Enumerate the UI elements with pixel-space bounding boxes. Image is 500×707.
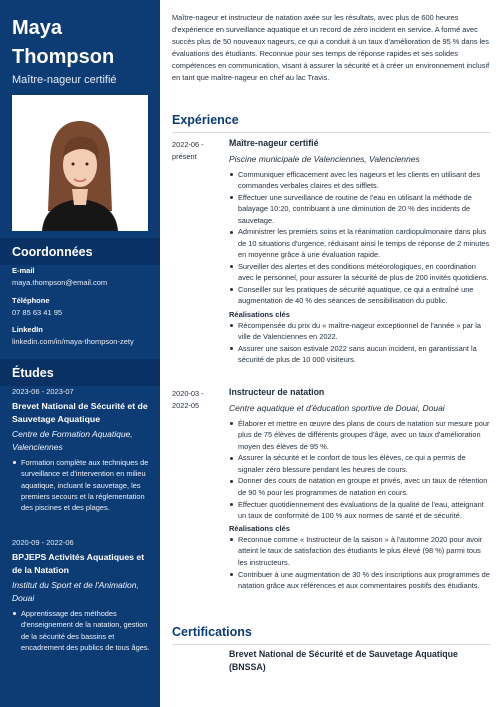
list-item: Surveiller des alertes et des conditions météorologiques, en coordination avec le personnel, pour assurer la sécurité de plus de 200 invités quotidiens. — [229, 261, 490, 284]
list-item: Apprentissage des méthodes d'enseignement de la natation, gestion de la sécurité des bassins et encadrement des publics de tous âges. — [12, 608, 152, 653]
experience-dates: 2022-06 - présent — [172, 140, 204, 161]
experience-dates: 2020-03 - 2022-05 — [172, 389, 204, 410]
list-item: Communiquer efficacement avec les nageurs et les clients en utilisant des commandes verbales claires et des sifflets. — [229, 169, 490, 192]
education-degree: Brevet National de Sécurité et de Sauvetage Aquatique — [12, 401, 148, 424]
list-item: Reconnue comme « Instructeur de la saison » à l'automne 2020 pour avoir atteint le taux de satisfaction des étudiants le plus élevé (98 %) parmi tous les instructeurs. — [229, 534, 490, 568]
first-name: Maya — [12, 17, 63, 39]
list-item: Effectuer quotidiennement des évaluations de la qualité de l'eau, atteignant un taux de conformité de 100 % aux normes de santé et de sécurité. — [229, 499, 490, 522]
certifications-heading: Certifications — [172, 625, 490, 645]
experience-company: Piscine municipale de Valenciennes, Valenciennes — [229, 154, 420, 164]
education-description — [12, 457, 152, 513]
certification-item: Brevet National de Sécurité et de Sauvetage Aquatique (BNSSA) — [229, 649, 458, 672]
email-value[interactable]: maya.thompson@email.com — [12, 278, 108, 287]
last-name: Thompson — [12, 46, 115, 68]
phone-value[interactable]: 07 85 63 41 95 — [12, 308, 63, 317]
education-item — [12, 387, 152, 513]
list-item: Contribuer à une augmentation de 30 % des inscriptions aux programmes de natation grâce aux références et aux commentaires positifs des étudiants. — [229, 569, 490, 592]
profile-photo — [12, 95, 148, 231]
education-degree: BPJEPS Activités Aquatiques et de la Natation — [12, 552, 145, 575]
profile-summary: Maître-nageur et instructeur de natation axée sur les résultats, avec plus de 600 heures d'expérience en surveillance aquatique et un record de zéro incident en service. A formé avec succès plus de 50 nouveaux nageurs, ce qui a conduit à un taux d'amélioration de 95 % dans les évaluations des étudiants. Reconnue pour ses temps de réponse rapides et ses solides compétences en communication, visant à assurer la sécurité et à créer un environnement inclusif en tant que maître-nageur en chef au lac Travis. — [172, 13, 490, 83]
list-item: Formation complète aux techniques de surveillance et d'intervention en milieu aquatique, incluant le sauvetage, les premiers secours et la réglementation des piscines et des plages. — [12, 457, 152, 513]
phone-label: Téléphone — [12, 296, 50, 305]
linkedin-label: LinkedIn — [12, 325, 43, 334]
achievements-heading: Réalisations clés — [229, 524, 290, 534]
education-school: Centre de Formation Aquatique, Valenciennes — [12, 429, 133, 452]
list-item: Effectuer une surveillance de routine de l'eau en utilisant la méthode de balayage 10:20, contribuant à une diminution de 20 % des incidents de sauvetage. — [229, 192, 490, 226]
achievements-heading: Réalisations clés — [229, 309, 290, 319]
linkedin-value[interactable]: linkedin.com/in/maya-thompson-zety — [12, 337, 134, 346]
education-school: Institut du Sport et de l'Animation, Douai — [12, 580, 139, 603]
candidate-name — [12, 14, 114, 72]
education-dates: 2023-06 - 2023-07 — [12, 387, 74, 396]
list-item: Conseiller sur les pratiques de sécurité aquatique, ce qui a entraîné une augmentation de 40 % des séances de sensibilisation du public. — [229, 284, 490, 307]
list-item: Assurer une saison estivale 2022 sans aucun incident, en garantissant la sécurité de plus de 10 000 visiteurs. — [229, 343, 490, 366]
education-heading: Études — [0, 359, 160, 386]
sidebar — [0, 0, 160, 707]
experience-company: Centre aquatique et d'éducation sportive de Douai, Douai — [229, 403, 445, 413]
list-item: Élaborer et mettre en œuvre des plans de cours de natation sur mesure pour plus de 75 élèves de différents groupes d'âge, avec un taux d'amélioration moyen des élèves de 95 %. — [229, 418, 490, 452]
list-item: Donner des cours de natation en groupe et privés, avec un taux de rétention de 90 % pour les programmes de natation en cours. — [229, 475, 490, 498]
list-item: Assurer la sécurité et le confort de tous les élèves, ce qui a permis de signaler zéro blessure pendant les heures de cours. — [229, 452, 490, 475]
list-item: Récompensée du prix du « maître-nageur exceptionnel de l'année » par la ville de Valenciennes en 2022. — [229, 320, 490, 343]
education-dates: 2020-09 - 2022-06 — [12, 538, 74, 547]
education-item — [12, 538, 152, 653]
job-title: Maître-nageur certifié — [12, 74, 117, 86]
contact-heading: Coordonnées — [0, 238, 160, 265]
experience-duties — [229, 169, 490, 307]
experience-duties — [229, 418, 490, 521]
experience-title: Maître-nageur certifié — [229, 138, 319, 148]
experience-heading: Expérience — [172, 113, 490, 133]
achievements-list — [229, 320, 490, 366]
education-description — [12, 608, 152, 653]
list-item: Administrer les premiers soins et la réanimation cardiopulmonaire dans plus de 10 situations d'urgence, réduisant ainsi le temps de réponse de 2 minutes en moyenne grâce à une évaluation rapide. — [229, 226, 490, 260]
experience-title: Instructeur de natation — [229, 387, 325, 397]
email-label: E-mail — [12, 266, 35, 275]
achievements-list — [229, 534, 490, 591]
